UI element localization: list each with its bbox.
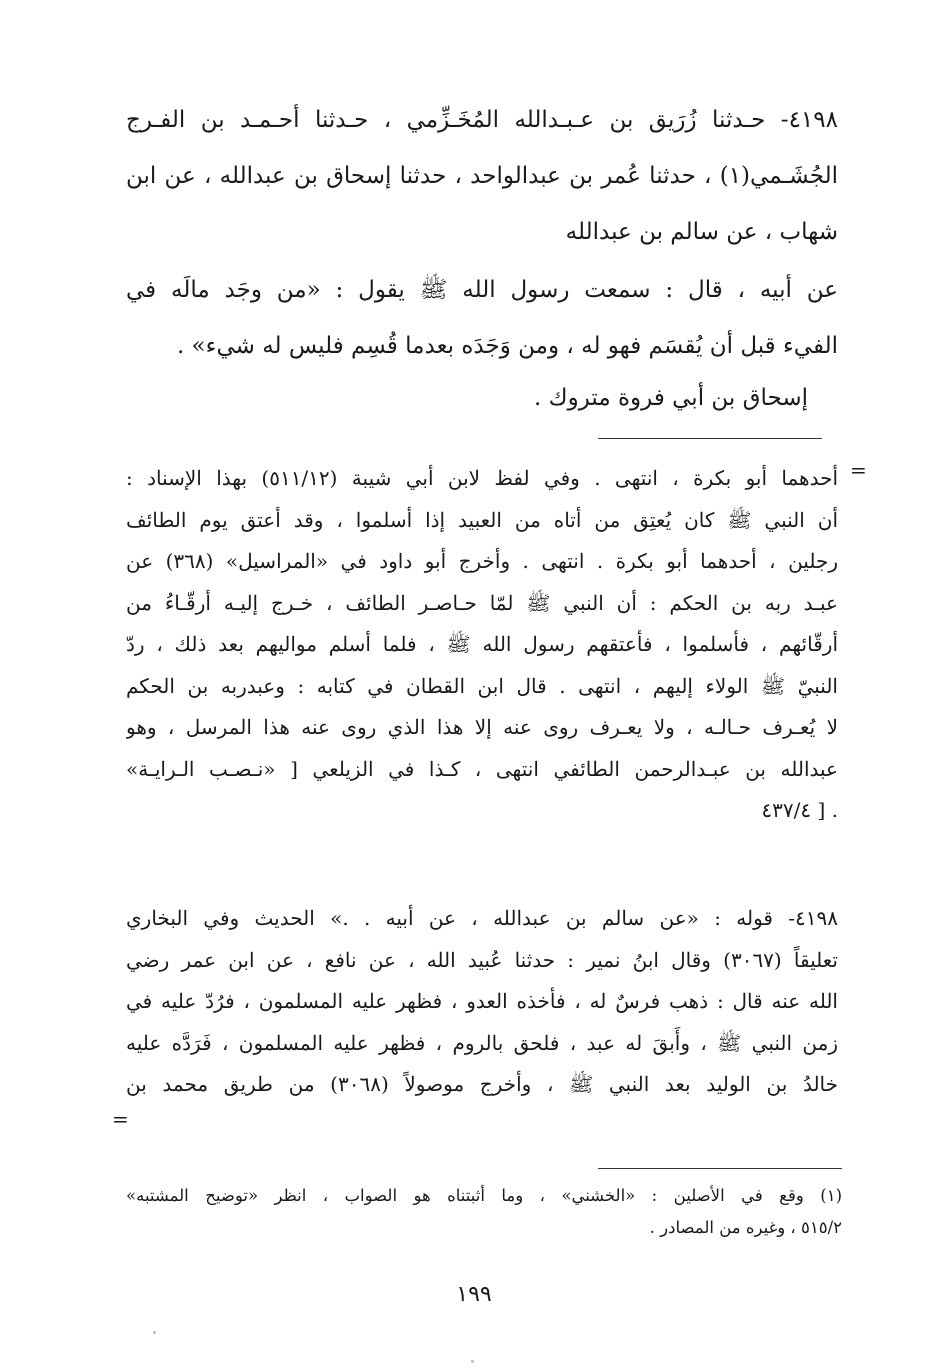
continuation-marker-start: = [850,458,867,482]
commentary-line: . [ ٤٣٧/٤ [761,798,838,822]
footnote-line-2: ٥١٥/٢ ، وغيره من المصادر . [649,1218,842,1237]
page-number: ١٩٩ [456,1282,492,1307]
commentary-line: أحدهما أبو بكرة ، انتهى . وفي لفظ لابن أبي شيبة (٥١١/١٢) بهذا الإسناد : [126,466,838,490]
hadith-chain-line-3: شهاب ، عن سالم بن عبدالله [565,219,838,245]
commentary-line: عبـد ربه بن الحكم : أن النبي ﷺ لمّا حـاصـر الطائف ، خـرج إليـه أرقّـاءُ من [126,590,838,615]
hadith-grading [126,370,808,426]
commentary-block-2 [126,898,838,1106]
footnote-separator [598,1168,842,1169]
commentary-separator [598,438,822,439]
commentary-line: أن النبي ﷺ كان يُعتِق من أتاه من العبيد إذا أسلموا ، وقد أعتق يوم الطائف [126,507,838,532]
grading-line: إسحاق بن أبي فروة متروك . [534,385,808,411]
hadith-chain-line-2: الجُشَـمي(١) ، حدثنا عُمر بن عبدالواحد ، حدثنا إسحاق بن عبدالله ، عن ابن [126,163,838,189]
scan-speck [471,1360,474,1363]
hadith-text [126,262,838,374]
commentary-line: النبيّ ﷺ الولاء إليهم ، انتهى . قال ابن القطان في كتابه : وعبدربه بن الحكم [126,673,838,698]
commentary-line: خالدُ بن الوليد بعد النبي ﷺ ، وأخرج موصولاً (٣٠٦٨) من طريق محمد بن [126,1072,838,1096]
commentary-line: زمن النبي ﷺ ، وأَبقَ له عبد ، فلحق بالروم ، فظهر عليه المسلمون ، فَرَدَّه عليه [126,1030,838,1055]
hadith-chain-line-1: ٤١٩٨- حـدثنا زُرَيق بن عـبـدالله المُخَـزِّمي ، حـدثنا أحـمـد بن الفـرج [126,107,838,133]
commentary-line: لا يُعـرف حـالـه ، ولا يعـرف روى عنه إلا هذا الذي روى عنه هذا المرسل ، وهو [126,715,838,739]
commentary-line: أرقّائهم ، فأسلموا ، فأعتقهم رسول الله ﷺ ، فلما أسلم مواليهم بعد ذلك ، ردّ [126,632,838,656]
continuation-marker-end: = [112,1107,129,1131]
footnote-line-1: (١) وقع في الأصلين : «الخشني» ، وما أثبتناه هو الصواب ، انظر «توضيح المشتبه» [126,1186,842,1205]
commentary-line: الله عنه قال : ذهب فرسٌ له ، فأخذه العدو ، فظهر عليه المسلمون ، فرُدّ عليه في [126,989,838,1013]
commentary-line: عبدالله بن عبـدالرحمن الطائفي انتهى ، كـذا في الزيلعي [ «نـصـب الـرايـة» [126,756,838,781]
commentary-line: ٤١٩٨- قوله : «عن سالم بن عبدالله ، عن أبيه . .» الحديث وفي البخاري [126,906,838,930]
commentary-line: تعليقاً (٣٠٦٧) وقال ابنُ نمير : حدثنا عُبيد الله ، عن نافع ، عن ابن عمر رضي [126,947,838,972]
commentary-block-1 [126,458,838,832]
commentary-line: رجلين ، أحدهما أبو بكرة . انتهى . وأخرج أبو داود في «المراسيل» (٣٦٨) عن [126,549,838,573]
footnote [126,1180,842,1244]
scan-speck [153,1331,156,1334]
hadith-text-line-1: عن أبيه ، قال : سمعت رسول الله ﷺ يقول : «من وجَد مالَه في [126,277,838,303]
hadith-text-line-2: الفيء قبل أن يُقسَم فهو له ، ومن وَجَدَه بعدما قُسِم فليس له شيء» . [176,333,838,359]
hadith-chain [126,92,838,260]
